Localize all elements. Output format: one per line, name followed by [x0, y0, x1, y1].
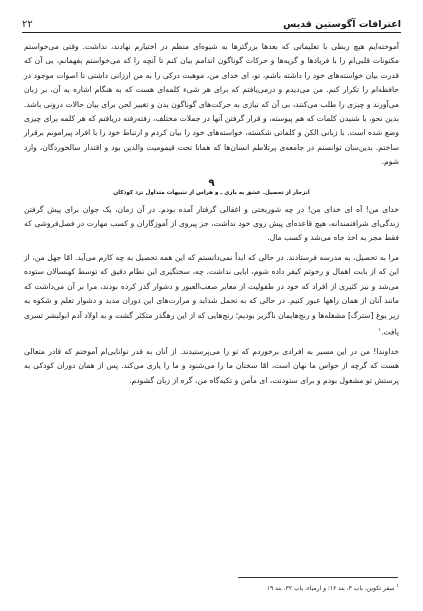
paragraph-1: خدای من! آه ای خدای من! در چه شوربختی و اغفالی گرفتار آمده بودم. در آن زمان، یک جوان برای پیش گرفتن زندگی‌ای شرافتمندانه، هیچ قاعده‌ای پیش روی خود نداشت، جز پیروی از آموزگاران و کسب مهارت در فصل‌فروشی که فقط مجر به اخذ جاه می‌شد و کسب مال. — [24, 204, 399, 243]
footnote-rule — [238, 577, 398, 578]
chapter-title: انزجار از تحصیل. عشق به بازی ـ و هراس از تنبیهات متداول نزد کودکان — [113, 189, 310, 196]
page-body — [24, 40, 399, 393]
paragraph-2 — [24, 251, 399, 340]
page-header — [22, 10, 401, 30]
paragraph-2-text: مرا به تحصیل، به مدرسه فرستادند. در حالی که ابداً نمی‌دانستم که این همه تحصیل به چه کارم می‌آید. امّا جهل من، از این که از بابت اهمال و رخوتم کیفر داده شوم، ابایی نداشت. چه، سختگیری این نظام دقیق که توسط کهنسالان ستوده می‌شد و نیز کثیری از افراد که خود در طفولیت از معابر صعب‌العبور و دشوار گذر کرده بودند، مرا بر آن می‌داشت که مانند آنان از همان راهها عبور کنیم. در حالی که به تحمل شداید و مرارت‌های این دوران مدید و دشوار تعلم و شکوه به زیر یوغ [سترگ] مشغله‌ها و رنج‌هایمان ناگزیر بودیم؛ رنج‌هایی که از این رهگذر متکثر گشت و به اولاد آدم ابولبشر تسری یافت. — [24, 252, 399, 337]
footnote-text: سفر تکوین، باب ۳، بند ۱۶؛ و ارمیاء، باب ۳۲، بند ۱۹ — [266, 585, 395, 592]
header-rule — [22, 32, 401, 33]
footnote-marker: ۱ — [378, 326, 382, 333]
footnote-number: ۱ — [396, 583, 399, 589]
running-title: اعترافات آگوستین قدیس — [283, 19, 401, 30]
footnote — [24, 582, 399, 593]
page-number: ۲۲ — [22, 19, 33, 30]
chapter-number: ۹ — [208, 177, 215, 189]
paragraph-3: خداوندا! من در این مسیر به افرادی برخوردم که تو را می‌پرستیدند. از آنان به قدر توانایی‌ام آموختم که قادر متعالی هست که گرچه از حواس ما نهان است، امّا سخنان ما را می‌شنود و ما را یاری می‌کند. پس از همان دوران کودکی به پرستش تو مشغول بودم و برای ستودنت، ای مأمن و تکیه‌گاه من، گره از زبان گشودم. — [24, 346, 399, 385]
intro-paragraph: آموخته‌ایم هیچ ربطی با تعلیماتی که بعدها بزرگترها به شیوه‌ای منظم در اختیارم نهادند، نداشت. وقتی می‌خواستم مکنونات قلبی‌ام را با فریادها و گریه‌ها و حرکات گوناگون اندامم بیان کنم تا آنچه را که می‌خواستم بفهمانم، بی آن که قدرت بیان خواسته‌های خود را داشته باشم، تو، ای خدای من، موهبت درکی را به من ارزانی داشتی تا اصوات موجود در حافظه‌ام را تکرار کنم. من می‌دیدم و درمی‌یافتم که برای هر شیء کلمه‌ای هست که به هنگام اشاره به آن، بر زبان می‌آورند و چیزی را طلب می‌کنند، بی آن که نیازی به حرکت‌های گوناگون بدن و تغییر لحن برای بیان حالات درونی باشد. بدین نحو، با شنیدن کلمات که هم پیوسته، و قرار گرفتن آنها در جملات مختلف، رفته‌رفته دریافتم که هر کلمه برای چیزی وضع شده است. با زبانی الکن و کلماتی شکسته، خواسته‌های خود را بیان کردم و ارتباط خود را با افراد پیرامونم برقرار ساختم. بدین‌سان توانستم در جامعه‌ی پرتلاطم انسان‌ها که همانا تحت قیمومیت والدین بود و اقتدار سالخوردگان، وارد شوم. — [24, 42, 399, 167]
